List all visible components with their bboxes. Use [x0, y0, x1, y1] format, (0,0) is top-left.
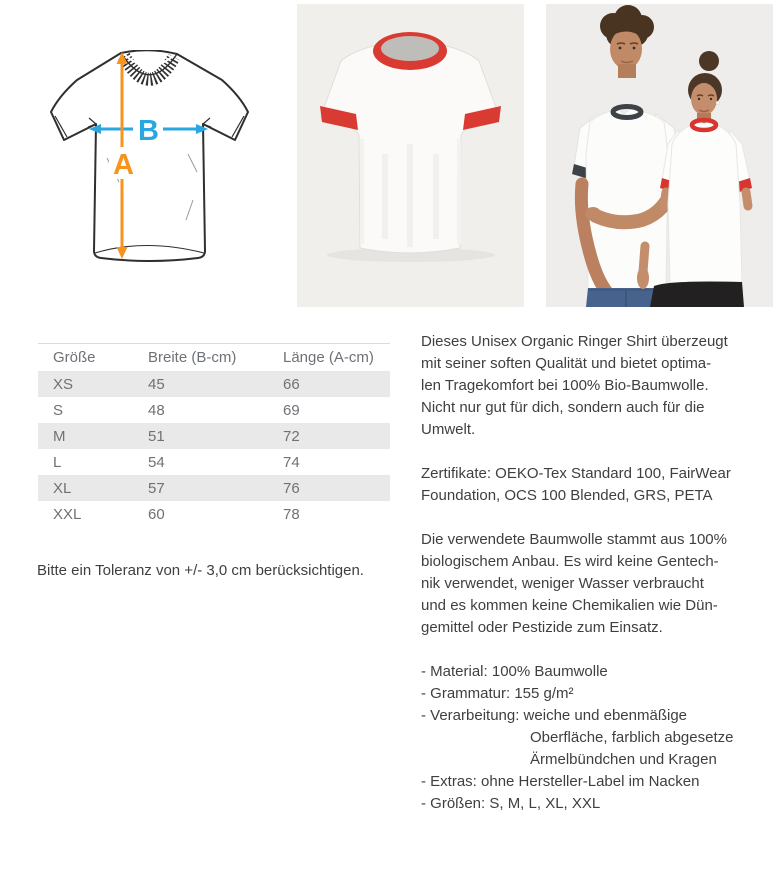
tshirt-outline-icon — [51, 50, 248, 261]
models-photo[interactable] — [546, 4, 773, 307]
description-line: gemittel oder Pestizide zum Einsatz. — [421, 619, 663, 636]
spec-line: - Größen: S, M, L, XL, XXL — [421, 795, 601, 812]
cell-laenge: 69 — [283, 401, 300, 419]
certificates-line: Foundation, OCS 100 Blended, GRS, PETA — [421, 487, 713, 504]
col-header-breite: Breite (B-cm) — [148, 349, 237, 366]
spec-line: Ärmelbündchen und Kragen — [530, 751, 717, 768]
cell-size: L — [53, 453, 62, 471]
col-header-laenge: Länge (A-cm) — [283, 349, 374, 366]
table-row — [38, 423, 390, 449]
models-illustration — [546, 4, 773, 307]
measure-label-b: B — [138, 115, 159, 147]
spec-line: - Material: 100% Baumwolle — [421, 663, 608, 680]
certificates-line: Zertifikate: OEKO-Tex Standard 100, FairWear — [421, 465, 731, 482]
table-row — [38, 371, 390, 397]
cell-laenge: 66 — [283, 375, 300, 393]
cell-size: XS — [53, 375, 74, 393]
description-line: nik verwendet, weniger Wasser verbraucht — [421, 575, 704, 592]
spec-line: - Extras: ohne Hersteller-Label im Nacken — [421, 773, 700, 790]
cell-laenge: 72 — [283, 427, 300, 445]
description-line: Nicht nur gut für dich, sondern auch für die — [421, 399, 705, 416]
cell-size: M — [53, 427, 66, 445]
spec-line: - Verarbeitung: weiche und ebenmäßige — [421, 707, 688, 724]
table-row — [38, 397, 390, 423]
description-line: Umwelt. — [421, 421, 476, 438]
table-row — [38, 449, 390, 475]
cell-breite: 54 — [148, 453, 165, 471]
cell-size: XL — [53, 479, 72, 497]
paragraph-spacer — [421, 639, 733, 661]
description-line: und es kommen keine Chemikalien wie Dün- — [421, 597, 718, 614]
ringer-tee-photo — [297, 4, 524, 307]
paragraph-spacer — [421, 441, 733, 463]
cell-laenge: 78 — [283, 505, 300, 523]
col-header-groesse: Größe — [53, 349, 96, 366]
cell-breite: 60 — [148, 505, 165, 523]
cell-breite: 48 — [148, 401, 165, 419]
measure-label-a: A — [113, 149, 134, 181]
description-line: mit seiner soften Qualität und bietet optima- — [421, 355, 712, 372]
description-line: Die verwendete Baumwolle stammt aus 100% — [421, 531, 727, 548]
table-row — [38, 501, 390, 527]
cell-breite: 51 — [148, 427, 165, 445]
size-guide-diagram[interactable] — [45, 50, 255, 270]
size-table-header-row — [38, 344, 390, 372]
cell-laenge: 76 — [283, 479, 300, 497]
description-line: len Tragekomfort bei 100% Bio-Baumwolle. — [421, 377, 709, 394]
cell-laenge: 74 — [283, 453, 300, 471]
tolerance-note: Bitte ein Toleranz von +/- 3,0 cm berücksichtigen. — [37, 562, 364, 579]
paragraph-spacer — [421, 507, 733, 529]
product-description — [421, 331, 733, 815]
description-line: Dieses Unisex Organic Ringer Shirt überzeugt — [421, 333, 728, 350]
tshirt-measure-illustration — [45, 50, 255, 270]
cell-size: XXL — [53, 505, 82, 523]
spec-line: - Grammatur: 155 g/m² — [421, 685, 574, 702]
cell-size: S — [53, 401, 64, 419]
cell-breite: 57 — [148, 479, 165, 497]
description-line: biologischem Anbau. Es wird keine Gentech- — [421, 553, 719, 570]
size-table — [38, 343, 390, 527]
table-row — [38, 475, 390, 501]
cell-breite: 45 — [148, 375, 165, 393]
spec-line: Oberfläche, farblich abgesetze — [530, 729, 734, 746]
product-photo[interactable] — [297, 4, 524, 307]
